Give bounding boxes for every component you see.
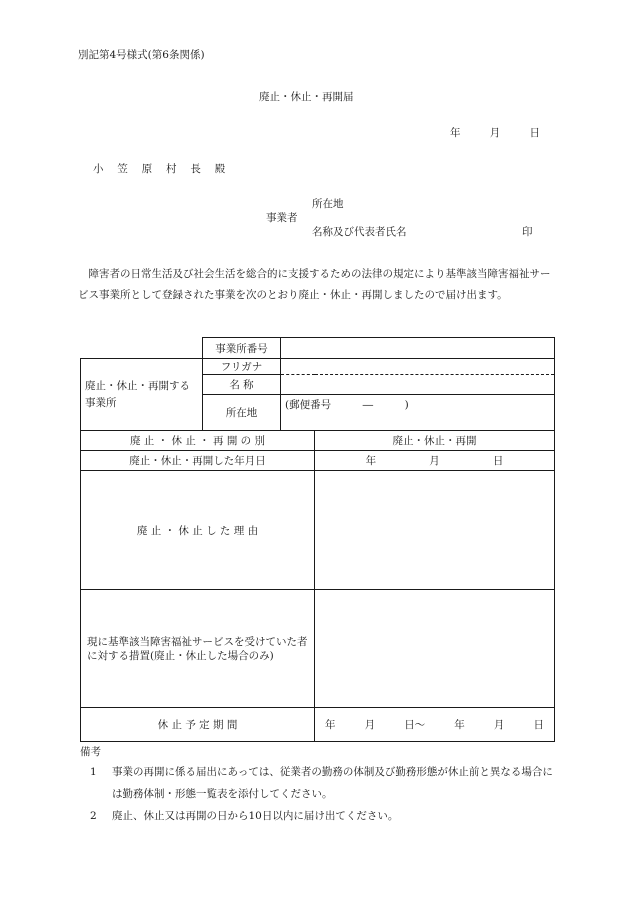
start-month-label: 月	[364, 719, 376, 731]
reason-label: 廃 止 ・ 休 止 し た 理 由	[81, 471, 315, 590]
office-number-label: 事業所番号	[203, 338, 281, 359]
office-name-field[interactable]	[281, 375, 555, 395]
notes-section	[80, 743, 560, 827]
note-text: 事業の再開に係る届出にあっては、従業者の勤務の体制及び勤務形態が休止前と異なる場合には勤務体制・形態一覧表を添付してください。	[112, 766, 553, 800]
postal-code-field[interactable]: (郵便番号 ― )	[281, 395, 555, 431]
end-month-label: 月	[493, 719, 505, 731]
kind-label: 廃 止 ・ 休 止 ・ 再 開 の 別	[81, 431, 315, 451]
month-label: 月	[429, 455, 440, 467]
target-office-label: 廃止・休止・再開する事業所	[81, 359, 203, 431]
year-label: 年	[365, 455, 377, 467]
note-text: 廃止、休止又は再開の日から10日以内に届け出てください。	[112, 810, 399, 822]
applicant-label: 事業者	[266, 212, 298, 224]
change-date-field[interactable]	[315, 451, 555, 471]
suspension-period-field[interactable]	[315, 708, 555, 742]
applicant-name-label: 名称及び代表者氏名	[312, 226, 407, 238]
submission-date	[450, 125, 540, 140]
kind-value[interactable]: 廃止・休止・再開	[315, 431, 555, 451]
end-year-label: 年	[454, 719, 465, 731]
measures-label: 現に基準該当障害福祉サービスを受けていた者に対する措置(廃止・休止した場合のみ)	[81, 590, 315, 708]
change-date-label: 廃止・休止・再開した年月日	[81, 451, 315, 471]
notification-table	[80, 337, 555, 742]
note-item	[80, 805, 560, 827]
month-label: 月	[489, 127, 501, 139]
note-number: 1	[90, 766, 97, 778]
office-name-label: 名 称	[203, 375, 281, 395]
note-number: 2	[90, 810, 97, 822]
body-paragraph: 障害者の日常生活及び社会生活を総合的に支援するための法律の規定により基準該当障害福祉サービス事業所として登録された事業を次のとおり廃止・休止・再開しましたので届け出ます。	[78, 268, 551, 301]
form-reference: 別記第4号様式(第6条関係)	[78, 49, 205, 61]
furigana-field[interactable]	[281, 359, 555, 375]
applicant-location-label: 所在地	[312, 198, 344, 210]
note-item	[80, 761, 560, 805]
seal-mark: 印	[522, 226, 533, 238]
office-location-label: 所在地	[203, 395, 281, 431]
reason-field[interactable]	[315, 471, 555, 590]
start-day-label: 日〜	[404, 719, 426, 731]
start-year-label: 年	[325, 719, 336, 731]
notes-heading: 備考	[80, 746, 101, 758]
day-label: 日	[529, 127, 540, 139]
measures-field[interactable]	[315, 590, 555, 708]
year-label: 年	[450, 127, 461, 139]
addressee: 小 笠 原 村 長 殿	[93, 163, 231, 175]
day-label: 日	[492, 455, 504, 467]
office-number-field[interactable]	[281, 338, 555, 359]
document-title: 廃止・休止・再開届	[259, 91, 354, 103]
suspension-period-label: 休 止 予 定 期 間	[81, 708, 315, 742]
end-day-label: 日	[533, 719, 544, 731]
furigana-label: フリガナ	[203, 359, 281, 375]
